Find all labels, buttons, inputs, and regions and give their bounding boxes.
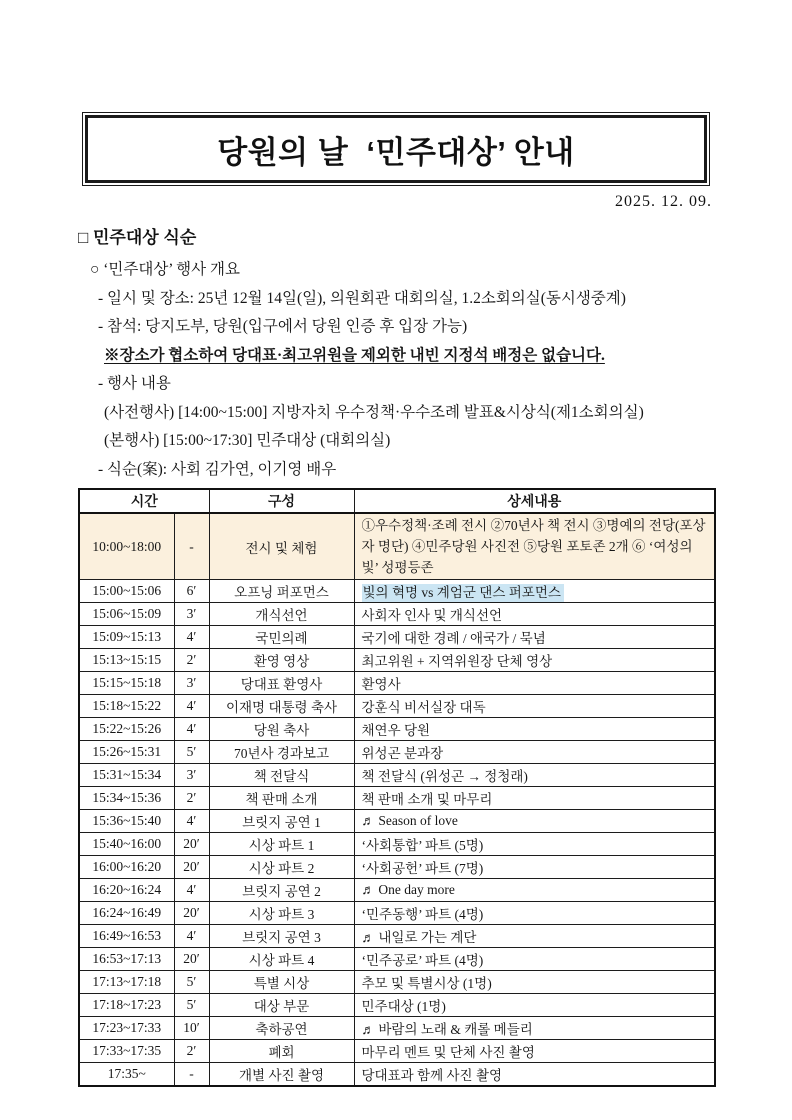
duration-cell: 5′ (174, 741, 209, 764)
header-composition: 구성 (209, 489, 354, 513)
duration-cell: 4′ (174, 626, 209, 649)
table-row (79, 626, 715, 649)
detail-cell (354, 925, 715, 948)
section-heading: □ 민주대상 식순 (78, 228, 197, 247)
composition-cell: 브릿지 공연 2 (209, 879, 354, 902)
table-row (79, 513, 715, 580)
schedule-body (79, 513, 715, 1086)
table-row (79, 902, 715, 925)
duration-cell: 2′ (174, 649, 209, 672)
detail-text: ‘사회공헌’ 파트 (7명) (361, 861, 484, 876)
time-cell: 15:06~15:09 (79, 603, 174, 626)
detail-text: 강훈식 비서실장 대독 (361, 700, 486, 715)
detail-cell (354, 741, 715, 764)
table-row (79, 994, 715, 1017)
table-row (79, 1017, 715, 1040)
composition-cell: 대상 부문 (209, 994, 354, 1017)
duration-cell: 6′ (174, 580, 209, 603)
duration-cell: 20′ (174, 902, 209, 925)
duration-cell: - (174, 513, 209, 580)
overview-line: (사전행사) [14:00~15:00] 지방자치 우수정책·우수조례 발표&시상식(제1소회의실) (104, 403, 644, 421)
table-row (79, 1063, 715, 1087)
table-row (79, 879, 715, 902)
detail-text: 위성곤 분과장 (361, 746, 444, 761)
detail-cell (354, 1017, 715, 1040)
composition-cell: 당대표 환영사 (209, 672, 354, 695)
time-cell: 15:13~15:15 (79, 649, 174, 672)
table-row (79, 948, 715, 971)
detail-cell (354, 948, 715, 971)
detail-cell (354, 810, 715, 833)
time-cell: 17:13~17:18 (79, 971, 174, 994)
composition-cell: 전시 및 체험 (209, 513, 354, 580)
duration-cell: 3′ (174, 603, 209, 626)
time-cell: 16:00~16:20 (79, 856, 174, 879)
detail-text: 민주대상 (1명) (361, 999, 446, 1014)
time-cell: 17:35~ (79, 1063, 174, 1087)
detail-cell (354, 856, 715, 879)
detail-cell (354, 1063, 715, 1087)
detail-cell (354, 513, 715, 580)
overview-line: - 일시 및 장소: 25년 12월 14일(일), 의원회관 대회의실, 1.2소회의실(동시생중계) (98, 289, 626, 307)
table-row (79, 764, 715, 787)
duration-cell: 4′ (174, 718, 209, 741)
detail-text: ♬ One day more (361, 882, 455, 897)
duration-cell: 20′ (174, 856, 209, 879)
detail-cell (354, 718, 715, 741)
detail-cell (354, 1040, 715, 1063)
detail-cell (354, 971, 715, 994)
detail-cell (354, 902, 715, 925)
time-cell: 15:40~16:00 (79, 833, 174, 856)
time-cell: 15:15~15:18 (79, 672, 174, 695)
detail-text: ①우수정책·조례 전시 ②70년사 책 전시 ③명예의 전당(포상자 명단) ④민주당원 사진전 ⑤당원 포토존 2개 ⑥ ‘여성의 빛’ 성평등존 (361, 518, 706, 575)
duration-cell: 5′ (174, 971, 209, 994)
composition-cell: 축하공연 (209, 1017, 354, 1040)
table-row (79, 649, 715, 672)
duration-cell: 4′ (174, 810, 209, 833)
header-detail: 상세내용 (354, 489, 715, 513)
duration-cell: 3′ (174, 672, 209, 695)
detail-text: ‘민주동행’ 파트 (4명) (361, 907, 484, 922)
time-cell: 15:18~15:22 (79, 695, 174, 718)
time-cell: 15:36~15:40 (79, 810, 174, 833)
composition-cell: 개식선언 (209, 603, 354, 626)
overview-line: - 식순(案): 사회 김가연, 이기영 배우 (98, 460, 337, 478)
composition-cell: 브릿지 공연 1 (209, 810, 354, 833)
detail-cell (354, 672, 715, 695)
composition-cell: 시상 파트 2 (209, 856, 354, 879)
time-cell: 15:00~15:06 (79, 580, 174, 603)
composition-cell: 이재명 대통령 축사 (209, 695, 354, 718)
title-box-inner (85, 115, 707, 183)
table-row (79, 925, 715, 948)
composition-cell: 특별 시상 (209, 971, 354, 994)
detail-cell (354, 764, 715, 787)
time-cell: 15:34~15:36 (79, 787, 174, 810)
composition-cell: 시상 파트 3 (209, 902, 354, 925)
detail-text: 책 판매 소개 및 마무리 (361, 792, 493, 807)
time-cell: 16:49~16:53 (79, 925, 174, 948)
table-row (79, 1040, 715, 1063)
detail-cell (354, 787, 715, 810)
duration-cell: - (174, 1063, 209, 1087)
document-date: 2025. 12. 09. (615, 193, 712, 210)
time-cell: 10:00~18:00 (79, 513, 174, 580)
time-cell: 15:09~15:13 (79, 626, 174, 649)
composition-cell: 당원 축사 (209, 718, 354, 741)
detail-text: ♬ 바람의 노래 & 캐롤 메들리 (361, 1022, 533, 1037)
composition-cell: 70년사 경과보고 (209, 741, 354, 764)
duration-cell: 20′ (174, 833, 209, 856)
time-cell: 16:53~17:13 (79, 948, 174, 971)
time-cell: 17:33~17:35 (79, 1040, 174, 1063)
title-box (82, 112, 710, 186)
detail-cell (354, 833, 715, 856)
duration-cell: 4′ (174, 925, 209, 948)
overview-line: - 행사 내용 (98, 375, 171, 392)
detail-cell (354, 649, 715, 672)
composition-cell: 책 전달식 (209, 764, 354, 787)
detail-cell (354, 603, 715, 626)
header-time: 시간 (79, 489, 209, 513)
table-row (79, 810, 715, 833)
composition-cell: 폐회 (209, 1040, 354, 1063)
duration-cell: 4′ (174, 879, 209, 902)
duration-cell: 3′ (174, 764, 209, 787)
duration-cell: 2′ (174, 1040, 209, 1063)
schedule-table (78, 488, 716, 1087)
detail-text: ‘사회통합’ 파트 (5명) (361, 838, 484, 853)
table-row (79, 603, 715, 626)
time-cell: 15:26~15:31 (79, 741, 174, 764)
table-row (79, 971, 715, 994)
detail-text: 채연우 당원 (361, 723, 431, 738)
duration-cell: 4′ (174, 695, 209, 718)
table-row (79, 695, 715, 718)
detail-cell (354, 626, 715, 649)
overview-list (78, 256, 726, 484)
composition-cell: 시상 파트 4 (209, 948, 354, 971)
schedule-header (79, 489, 715, 513)
duration-cell: 10′ (174, 1017, 209, 1040)
detail-text: 빛의 혁명 vs 계엄군 댄스 퍼포먼스 (362, 584, 564, 602)
detail-text: 마무리 멘트 및 단체 사진 촬영 (361, 1045, 535, 1060)
duration-cell: 20′ (174, 948, 209, 971)
detail-text: 당대표과 함께 사진 촬영 (361, 1068, 503, 1083)
time-cell: 15:22~15:26 (79, 718, 174, 741)
detail-text: 국기에 대한 경례 / 애국가 / 묵념 (361, 631, 546, 646)
table-row (79, 741, 715, 764)
detail-text: 사회자 인사 및 개식선언 (361, 608, 503, 623)
detail-cell (354, 695, 715, 718)
overview-line: - 참석: 당지도부, 당원(입구에서 당원 인증 후 입장 가능) (98, 318, 468, 335)
composition-cell: 국민의례 (209, 626, 354, 649)
detail-text: ♬ Season of love (361, 813, 458, 828)
detail-cell (354, 994, 715, 1017)
detail-cell (354, 580, 715, 603)
table-row (79, 833, 715, 856)
detail-cell (354, 879, 715, 902)
detail-text: 환영사 (361, 677, 401, 692)
composition-cell: 책 판매 소개 (209, 787, 354, 810)
table-row (79, 787, 715, 810)
duration-cell: 5′ (174, 994, 209, 1017)
duration-cell: 2′ (174, 787, 209, 810)
document-title: 당원의 날 ‘민주대상’ 안내 (217, 134, 575, 170)
overview-line: ○ ‘민주대상’ 행사 개요 (90, 261, 240, 278)
time-cell: 15:31~15:34 (79, 764, 174, 787)
time-cell: 16:20~16:24 (79, 879, 174, 902)
composition-cell: 개별 사진 촬영 (209, 1063, 354, 1087)
table-row (79, 580, 715, 603)
time-cell: 17:23~17:33 (79, 1017, 174, 1040)
table-row (79, 672, 715, 695)
overview-note-underlined: ※장소가 협소하여 당대표·최고위원을 제외한 내빈 지정석 배정은 없습니다. (104, 346, 605, 364)
detail-text: 최고위원 + 지역위원장 단체 영상 (361, 654, 553, 669)
detail-text: ♬ 내일로 가는 계단 (361, 930, 477, 945)
time-cell: 17:18~17:23 (79, 994, 174, 1017)
detail-text: ‘민주공로’ 파트 (4명) (361, 953, 484, 968)
composition-cell: 시상 파트 1 (209, 833, 354, 856)
composition-cell: 환영 영상 (209, 649, 354, 672)
table-row (79, 718, 715, 741)
detail-text: 책 전달식 (위성곤 → 정청래) (361, 769, 528, 784)
composition-cell: 오프닝 퍼포먼스 (209, 580, 354, 603)
table-row (79, 856, 715, 879)
time-cell: 16:24~16:49 (79, 902, 174, 925)
header-row (79, 489, 715, 513)
composition-cell: 브릿지 공연 3 (209, 925, 354, 948)
overview-line: (본행사) [15:00~17:30] 민주대상 (대회의실) (104, 432, 391, 449)
detail-text: 추모 및 특별시상 (1명) (361, 976, 492, 991)
